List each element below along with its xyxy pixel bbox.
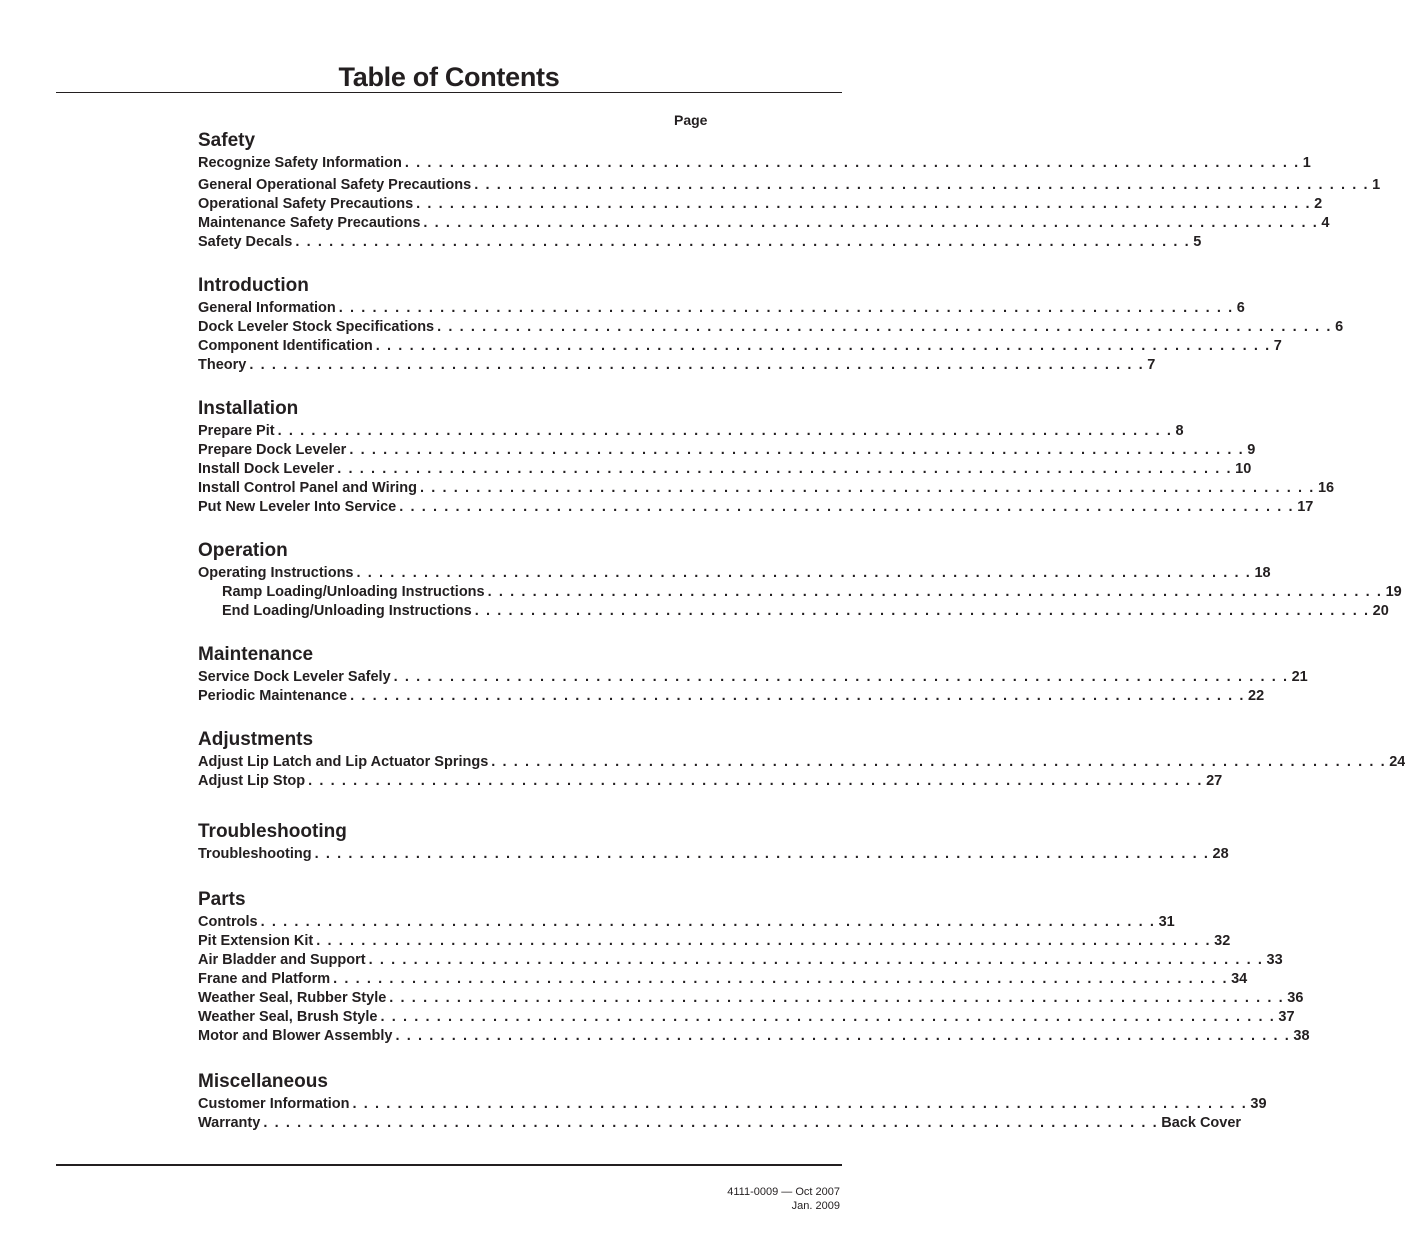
toc-entry[interactable] — [198, 318, 1344, 337]
entry-page-number: 17 — [1297, 499, 1314, 515]
dot-leader: . . . . . . . . . . . . . . . . . . . . . . . . . . . . . . . . . . . . . . . . . . . . . . . . . . . . . . . . . . . . . . . . . . . . . . . . . . . . . . . . — [487, 584, 1383, 600]
entry-label: Install Control Panel and Wiring — [198, 480, 417, 496]
dot-leader: . . . . . . . . . . . . . . . . . . . . . . . . . . . . . . . . . . . . . . . . . . . . . . . . . . . . . . . . . . . . . . . . . . . . . . . . . . . . . . . . — [356, 565, 1252, 581]
entry-label: Adjust Lip Latch and Lip Actuator Springs — [198, 754, 489, 770]
section-heading: Operation — [198, 540, 288, 561]
entry-page-number: Back Cover — [1161, 1115, 1242, 1131]
entry-label: General Operational Safety Precautions — [198, 177, 472, 193]
entry-page-number: 10 — [1235, 461, 1252, 477]
entry-page-number: 1 — [1372, 177, 1381, 193]
entry-label: Recognize Safety Information — [198, 155, 402, 171]
section-heading: Troubleshooting — [198, 821, 347, 842]
dot-leader: . . . . . . . . . . . . . . . . . . . . . . . . . . . . . . . . . . . . . . . . . . . . . . . . . . . . . . . . . . . . . . . . . . . . . . . . . . . . . . . . — [352, 1096, 1248, 1112]
entry-page-number: 37 — [1278, 1009, 1295, 1025]
toc-section — [198, 819, 1229, 864]
entry-page-number: 21 — [1291, 669, 1308, 685]
footer-divider — [56, 1164, 842, 1166]
toc-entry[interactable] — [198, 970, 1248, 989]
toc-entry[interactable] — [198, 422, 1184, 441]
table-of-contents — [198, 128, 1405, 1133]
entry-page-number: 39 — [1250, 1096, 1267, 1112]
entry-label: Ramp Loading/Unloading Instructions — [222, 584, 485, 600]
entry-label: Theory — [198, 357, 247, 373]
toc-entry[interactable] — [198, 214, 1330, 233]
toc-entry[interactable] — [198, 1095, 1267, 1114]
section-heading: Miscellaneous — [198, 1071, 328, 1092]
dot-leader: . . . . . . . . . . . . . . . . . . . . . . . . . . . . . . . . . . . . . . . . . . . . . . . . . . . . . . . . . . . . . . . . . . . . . . . . . . . . . . . . — [380, 1009, 1276, 1025]
toc-entry[interactable] — [198, 460, 1252, 479]
toc-entry[interactable] — [198, 772, 1223, 791]
entry-label: Prepare Pit — [198, 423, 275, 439]
title-divider — [56, 92, 842, 93]
toc-entry[interactable] — [198, 668, 1308, 687]
toc-entry[interactable] — [198, 233, 1202, 252]
entry-label: Operating Instructions — [198, 565, 354, 581]
entry-page-number: 34 — [1231, 971, 1248, 987]
entry-label: General Information — [198, 300, 336, 316]
entry-page-number: 5 — [1193, 234, 1202, 250]
entry-label: Prepare Dock Leveler — [198, 442, 347, 458]
entry-page-number: 8 — [1175, 423, 1184, 439]
toc-section — [198, 273, 1344, 375]
footer — [727, 1185, 840, 1213]
section-heading: Adjustments — [198, 729, 314, 750]
document-number: 4111-0009 — Oct 2007 — [727, 1186, 840, 1198]
dot-leader: . . . . . . . . . . . . . . . . . . . . . . . . . . . . . . . . . . . . . . . . . . . . . . . . . . . . . . . . . . . . . . . . . . . . . . . . . . . . . . . . — [423, 215, 1319, 231]
toc-entry[interactable] — [198, 1114, 1242, 1133]
toc-entry[interactable] — [198, 753, 1405, 772]
toc-section — [198, 887, 1310, 1046]
entry-label: Weather Seal, Rubber Style — [198, 990, 387, 1006]
section-heading: Installation — [198, 398, 299, 419]
entry-page-number: 19 — [1385, 584, 1402, 600]
section-heading: Parts — [198, 889, 246, 910]
dot-leader: . . . . . . . . . . . . . . . . . . . . . . . . . . . . . . . . . . . . . . . . . . . . . . . . . . . . . . . . . . . . . . . . . . . . . . . . . . . . . . . . — [350, 688, 1246, 704]
entry-page-number: 9 — [1247, 442, 1256, 458]
toc-section — [198, 538, 1402, 621]
entry-page-number: 28 — [1212, 846, 1229, 862]
entry-label: Install Dock Leveler — [198, 461, 335, 477]
toc-entry[interactable] — [198, 1008, 1295, 1027]
entry-label: End Loading/Unloading Instructions — [222, 603, 472, 619]
entry-page-number: 6 — [1335, 319, 1344, 335]
entry-page-number: 31 — [1158, 914, 1175, 930]
toc-entry[interactable] — [198, 154, 1311, 173]
entry-label: Pit Extension Kit — [198, 933, 314, 949]
entry-label: Weather Seal, Brush Style — [198, 1009, 378, 1025]
entry-page-number: 16 — [1317, 480, 1335, 496]
toc-section — [198, 642, 1308, 706]
dot-leader: . . . . . . . . . . . . . . . . . . . . . . . . . . . . . . . . . . . . . . . . . . . . . . . . . . . . . . . . . . . . . . . . . . . . . . . . . . . . . . . . — [491, 754, 1387, 770]
dot-leader: . . . . . . . . . . . . . . . . . . . . . . . . . . . . . . . . . . . . . . . . . . . . . . . . . . . . . . . . . . . . . . . . . . . . . . . . . . . . . . . . — [349, 442, 1245, 458]
entry-page-number: 6 — [1236, 300, 1245, 316]
dot-leader: . . . . . . . . . . . . . . . . . . . . . . . . . . . . . . . . . . . . . . . . . . . . . . . . . . . . . . . . . . . . . . . . . . . . . . . . . . . . . . . . — [395, 1028, 1291, 1044]
toc-entry[interactable] — [198, 356, 1156, 375]
toc-section — [198, 727, 1405, 791]
dot-leader: . . . . . . . . . . . . . . . . . . . . . . . . . . . . . . . . . . . . . . . . . . . . . . . . . . . . . . . . . . . . . . . . . . . . . . . . . . . . . . . . — [474, 177, 1370, 193]
entry-label: Safety Decals — [198, 234, 293, 250]
dot-leader: . . . . . . . . . . . . . . . . . . . . . . . . . . . . . . . . . . . . . . . . . . . . . . . . . . . . . . . . . . . . . . . . . . . . . . . . . . . . . . . . — [263, 1115, 1159, 1131]
entry-page-number: 32 — [1214, 933, 1231, 949]
dot-leader: . . . . . . . . . . . . . . . . . . . . . . . . . . . . . . . . . . . . . . . . . . . . . . . . . . . . . . . . . . . . . . . . . . . . . . . . . . . . . . . . — [316, 933, 1212, 949]
dot-leader: . . . . . . . . . . . . . . . . . . . . . . . . . . . . . . . . . . . . . . . . . . . . . . . . . . . . . . . . . . . . . . . . . . . . . . . . . . . . . . . . — [338, 300, 1234, 316]
toc-entry[interactable] — [198, 602, 1389, 621]
entry-page-number: 22 — [1248, 688, 1265, 704]
toc-section — [198, 1069, 1267, 1133]
toc-section — [198, 128, 1381, 252]
entry-label: Put New Leveler Into Service — [198, 499, 397, 515]
entry-label: Frane and Platform — [198, 971, 331, 987]
dot-leader: . . . . . . . . . . . . . . . . . . . . . . . . . . . . . . . . . . . . . . . . . . . . . . . . . . . . . . . . . . . . . . . . . . . . . . . . . . . . . . . . — [295, 234, 1191, 250]
dot-leader: . . . . . . . . . . . . . . . . . . . . . . . . . . . . . . . . . . . . . . . . . . . . . . . . . . . . . . . . . . . . . . . . . . . . . . . . . . . . . . . . — [474, 603, 1370, 619]
entry-label: Customer Information — [198, 1096, 350, 1112]
entry-page-number: 38 — [1293, 1028, 1310, 1044]
dot-leader: . . . . . . . . . . . . . . . . . . . . . . . . . . . . . . . . . . . . . . . . . . . . . . . . . . . . . . . . . . . . . . . . . . . . . . . . . . . . . . . . — [393, 669, 1289, 685]
dot-leader: . . . . . . . . . . . . . . . . . . . . . . . . . . . . . . . . . . . . . . . . . . . . . . . . . . . . . . . . . . . . . . . . . . . . . . . . . . . . . . . . — [416, 196, 1312, 212]
toc-entry[interactable] — [198, 932, 1231, 951]
dot-leader: . . . . . . . . . . . . . . . . . . . . . . . . . . . . . . . . . . . . . . . . . . . . . . . . . . . . . . . . . . . . . . . . . . . . . . . . . . . . . . . . — [368, 952, 1264, 968]
entry-label: Warranty — [198, 1115, 261, 1131]
entry-label: Motor and Blower Assembly — [198, 1028, 393, 1044]
dot-leader: . . . . . . . . . . . . . . . . . . . . . . . . . . . . . . . . . . . . . . . . . . . . . . . . . . . . . . . . . . . . . . . . . . . . . . . . . . . . . . . . — [375, 338, 1271, 354]
toc-entry[interactable] — [198, 441, 1256, 460]
dot-leader: . . . . . . . . . . . . . . . . . . . . . . . . . . . . . . . . . . . . . . . . . . . . . . . . . . . . . . . . . . . . . . . . . . . . . . . . . . . . . . . . — [337, 461, 1233, 477]
entry-page-number: 18 — [1254, 565, 1271, 581]
entry-label: Periodic Maintenance — [198, 688, 348, 704]
dot-leader: . . . . . . . . . . . . . . . . . . . . . . . . . . . . . . . . . . . . . . . . . . . . . . . . . . . . . . . . . . . . . . . . . . . . . . . . . . . . . . . . — [249, 357, 1145, 373]
dot-leader: . . . . . . . . . . . . . . . . . . . . . . . . . . . . . . . . . . . . . . . . . . . . . . . . . . . . . . . . . . . . . . . . . . . . . . . . . . . . . . . . — [404, 155, 1300, 171]
revision-date: Jan. 2009 — [791, 1200, 840, 1212]
toc-entry[interactable] — [198, 1027, 1310, 1046]
toc-entry[interactable] — [198, 564, 1271, 583]
entry-page-number: 7 — [1147, 357, 1156, 373]
section-heading: Safety — [198, 130, 256, 151]
toc-section — [198, 396, 1335, 517]
entry-page-number: 2 — [1314, 196, 1323, 212]
section-heading: Maintenance — [198, 644, 314, 665]
entry-label: Air Bladder and Support — [198, 952, 366, 968]
toc-entry[interactable] — [198, 913, 1175, 932]
toc-entry[interactable] — [198, 479, 1335, 498]
entry-label: Operational Safety Precautions — [198, 196, 414, 212]
page-column-header: Page — [674, 112, 708, 128]
entry-label: Adjust Lip Stop — [198, 773, 306, 789]
entry-page-number: 4 — [1321, 215, 1330, 231]
entry-label: Troubleshooting — [198, 846, 312, 862]
entry-label: Controls — [198, 914, 258, 930]
dot-leader: . . . . . . . . . . . . . . . . . . . . . . . . . . . . . . . . . . . . . . . . . . . . . . . . . . . . . . . . . . . . . . . . . . . . . . . . . . . . . . . . — [437, 319, 1333, 335]
toc-entry[interactable] — [198, 195, 1323, 214]
toc-entry[interactable] — [198, 498, 1314, 517]
dot-leader: . . . . . . . . . . . . . . . . . . . . . . . . . . . . . . . . . . . . . . . . . . . . . . . . . . . . . . . . . . . . . . . . . . . . . . . . . . . . . . . . — [420, 480, 1315, 496]
toc-entry[interactable] — [198, 687, 1265, 706]
entry-page-number: 20 — [1372, 603, 1389, 619]
toc-entry[interactable] — [198, 583, 1402, 602]
dot-leader: . . . . . . . . . . . . . . . . . . . . . . . . . . . . . . . . . . . . . . . . . . . . . . . . . . . . . . . . . . . . . . . . . . . . . . . . . . . . . . . . — [389, 990, 1285, 1006]
toc-entry[interactable] — [198, 337, 1282, 356]
toc-entry[interactable] — [198, 176, 1381, 195]
entry-label: Dock Leveler Stock Specifications — [198, 319, 435, 335]
dot-leader: . . . . . . . . . . . . . . . . . . . . . . . . . . . . . . . . . . . . . . . . . . . . . . . . . . . . . . . . . . . . . . . . . . . . . . . . . . . . . . . . — [277, 423, 1173, 439]
section-heading: Introduction — [198, 275, 309, 296]
entry-label: Component Identification — [198, 338, 373, 354]
entry-page-number: 24 — [1389, 754, 1405, 770]
toc-entry[interactable] — [198, 845, 1229, 864]
toc-entry[interactable] — [198, 989, 1304, 1008]
entry-label: Maintenance Safety Precautions — [198, 215, 421, 231]
entry-page-number: 1 — [1302, 155, 1311, 171]
entry-page-number: 33 — [1266, 952, 1283, 968]
dot-leader: . . . . . . . . . . . . . . . . . . . . . . . . . . . . . . . . . . . . . . . . . . . . . . . . . . . . . . . . . . . . . . . . . . . . . . . . . . . . . . . . — [399, 499, 1295, 515]
dot-leader: . . . . . . . . . . . . . . . . . . . . . . . . . . . . . . . . . . . . . . . . . . . . . . . . . . . . . . . . . . . . . . . . . . . . . . . . . . . . . . . . — [308, 773, 1204, 789]
dot-leader: . . . . . . . . . . . . . . . . . . . . . . . . . . . . . . . . . . . . . . . . . . . . . . . . . . . . . . . . . . . . . . . . . . . . . . . . . . . . . . . . — [260, 914, 1156, 930]
dot-leader: . . . . . . . . . . . . . . . . . . . . . . . . . . . . . . . . . . . . . . . . . . . . . . . . . . . . . . . . . . . . . . . . . . . . . . . . . . . . . . . . — [333, 971, 1229, 987]
dot-leader: . . . . . . . . . . . . . . . . . . . . . . . . . . . . . . . . . . . . . . . . . . . . . . . . . . . . . . . . . . . . . . . . . . . . . . . . . . . . . . . . — [314, 846, 1210, 862]
entry-page-number: 7 — [1273, 338, 1282, 354]
toc-entry[interactable] — [198, 951, 1283, 970]
entry-page-number: 36 — [1287, 990, 1304, 1006]
entry-page-number: 27 — [1206, 773, 1223, 789]
toc-entry[interactable] — [198, 299, 1245, 318]
page-title: Table of Contents — [338, 62, 560, 92]
entry-label: Service Dock Leveler Safely — [198, 669, 391, 685]
